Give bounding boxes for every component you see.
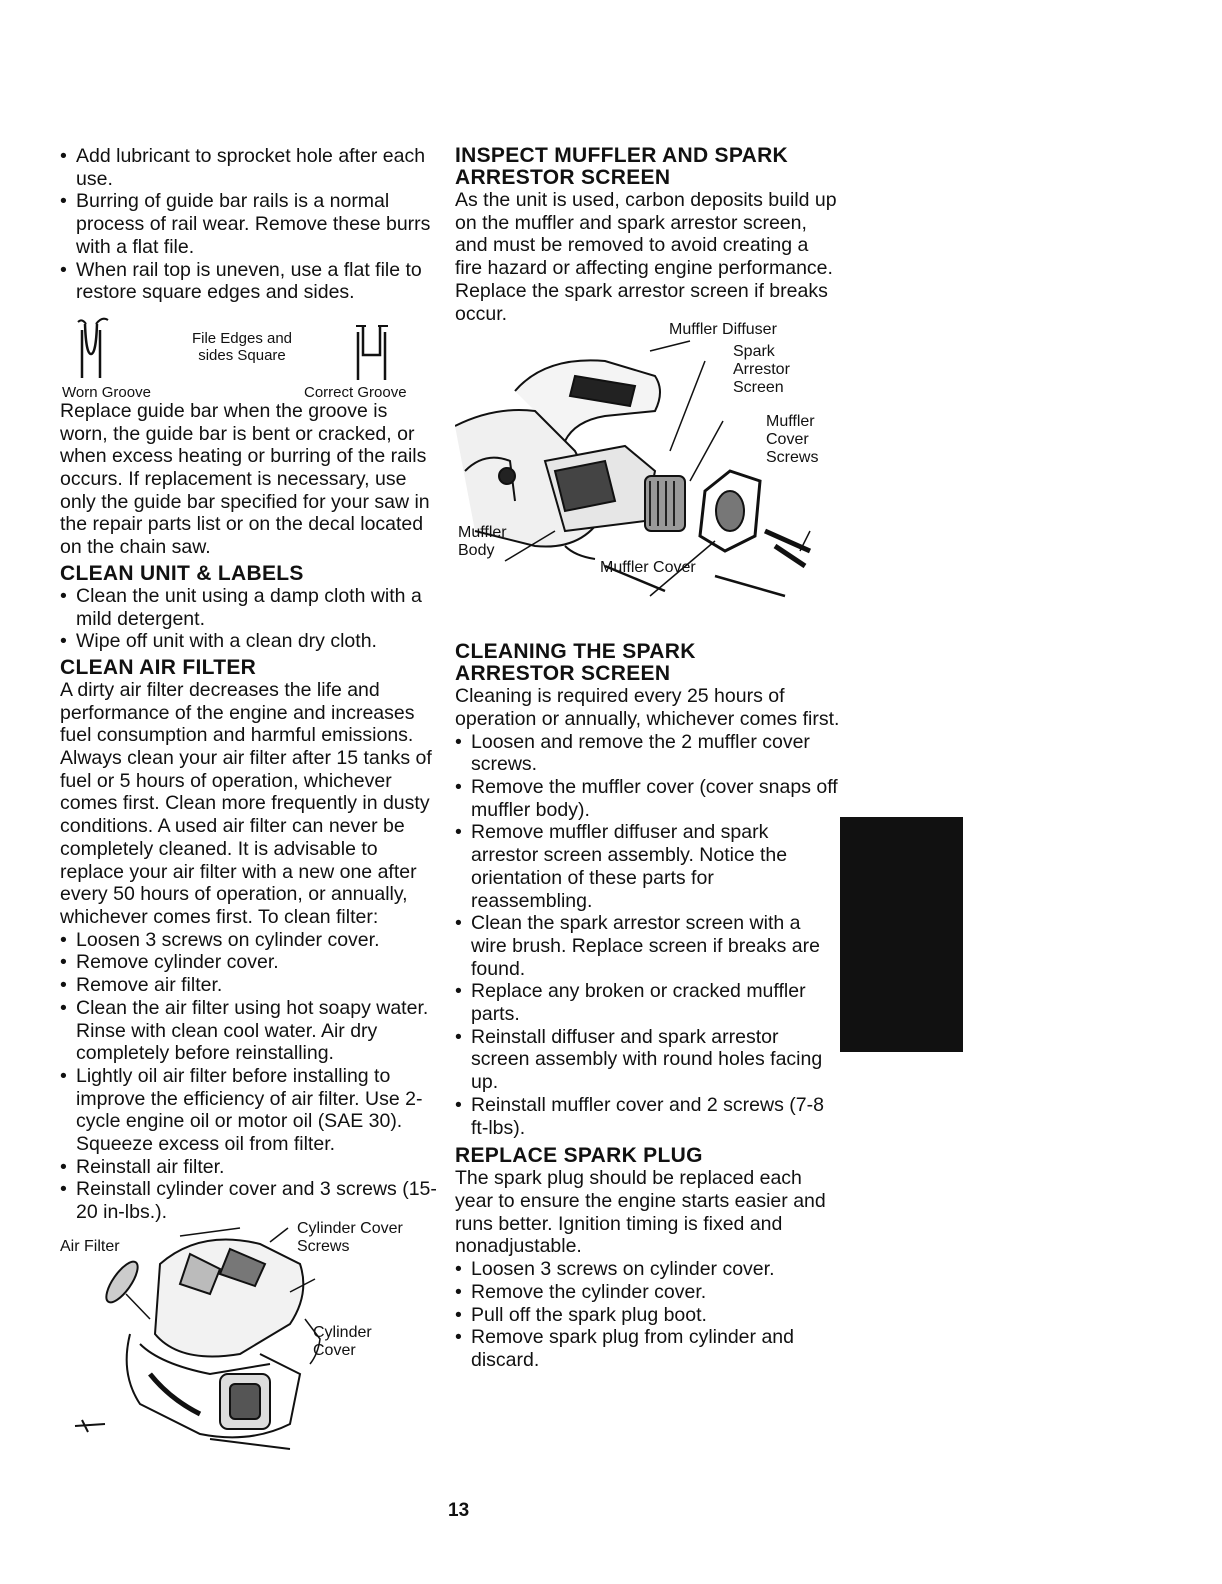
left-column: [60, 145, 438, 1459]
list-item: • Remove muffler diffuser and spark arrestor screen assembly. Notice the orientation of these parts for reassembling.: [455, 821, 840, 912]
list-item: • Remove the cylinder cover.: [455, 1281, 840, 1304]
list-item: • When rail top is uneven, use a flat file to restore square edges and sides.: [60, 259, 438, 304]
list-item: • Clean the spark arrestor screen with a wire brush. Replace screen if breaks are found.: [455, 912, 840, 980]
list-item: • Reinstall air filter.: [60, 1156, 438, 1179]
clean-unit-bullets: [60, 585, 438, 653]
spark-arrestor-label-3: Screen: [733, 379, 784, 397]
muffler-diagram: [455, 321, 840, 621]
list-item: • Remove air filter.: [60, 974, 438, 997]
groove-center-label-1: File Edges and: [191, 329, 293, 347]
section-tab-marker: [840, 817, 963, 1052]
page-number: 13: [448, 1500, 470, 1521]
list-item: • Add lubricant to sprocket hole after each use.: [60, 145, 438, 190]
list-item: • Pull off the spark plug boot.: [455, 1304, 840, 1327]
muffler-cover-label: Muffler Cover: [600, 559, 696, 577]
list-item: • Wipe off unit with a clean dry cloth.: [60, 630, 438, 653]
clean-unit-heading: CLEAN UNIT & LABELS: [60, 561, 304, 585]
inspect-muffler-heading-1: INSPECT MUFFLER AND SPARK: [455, 144, 788, 167]
list-item: • Remove cylinder cover.: [60, 951, 438, 974]
replace-spark-plug-heading: REPLACE SPARK PLUG: [455, 1144, 703, 1168]
cylinder-cover-label-1: Cylinder: [313, 1323, 372, 1341]
cylinder-cover-screws-label-1: Cylinder Cover: [297, 1219, 403, 1237]
spark-plug-paragraph: The spark plug should be replaced each year to ensure the engine starts easier and runs better. Ignition timing is fixed and nonadjustable.: [455, 1167, 826, 1258]
spark-arrestor-label-2: Arrestor: [733, 361, 790, 379]
replace-guide-bar-paragraph: Replace guide bar when the groove is worn, the guide bar is bent or cracked, or when excess heating or burring of the rails occurs. If replacement is necessary, use only the guide bar specified for your saw in the repair parts list or on the decal located on the chain saw.: [60, 399, 430, 559]
muffler-cover-screws-label-1: Muffler: [766, 413, 815, 431]
cleaning-paragraph: Cleaning is required every 25 hours of operation or annually, whichever comes first.: [455, 685, 840, 730]
groove-center-label-2: sides Square: [198, 346, 286, 364]
list-item: • Loosen 3 screws on cylinder cover.: [455, 1258, 840, 1281]
guide-bar-bullets: [60, 145, 438, 304]
muffler-diffuser-label: Muffler Diffuser: [669, 321, 777, 339]
groove-diagram: [60, 310, 438, 400]
chainsaw-cylinder-illustration: [60, 1224, 438, 1459]
cleaning-spark-heading-2: ARRESTOR SCREEN: [455, 662, 671, 686]
list-item: • Loosen 3 screws on cylinder cover.: [60, 929, 438, 952]
cleaning-spark-heading-1: CLEANING THE SPARK: [455, 640, 696, 664]
list-item: • Burring of guide bar rails is a normal process of rail wear. Remove these burrs with a flat file.: [60, 190, 438, 258]
spark-arrestor-label-1: Spark: [733, 343, 775, 361]
list-item: • Replace any broken or cracked muffler parts.: [455, 980, 840, 1025]
worn-groove-label: Worn Groove: [62, 383, 151, 401]
correct-groove-label: Correct Groove: [304, 383, 407, 401]
list-item: • Reinstall muffler cover and 2 screws (7-8 ft-lbs).: [455, 1094, 840, 1139]
cylinder-cover-label-2: Cover: [313, 1341, 356, 1359]
list-item: • Remove the muffler cover (cover snaps off muffler body).: [455, 776, 840, 821]
list-item: • Clean the unit using a damp cloth with a mild detergent.: [60, 585, 438, 630]
cylinder-cover-screws-label-2: Screws: [297, 1237, 350, 1255]
air-filter-diagram: [60, 1219, 438, 1459]
inspect-muffler-heading-2: ARRESTOR SCREEN: [455, 166, 671, 189]
spark-plug-bullets: [455, 1258, 840, 1372]
inspect-paragraph-1: As the unit is used, carbon deposits build up on the muffler and spark arrestor screen, and must be removed to avoid creating a fire hazard or affecting engine performance.: [455, 189, 837, 280]
air-filter-paragraph: A dirty air filter decreases the life and performance of the engine and increases fuel consumption and harmful emissions. Always clean your air filter after 15 tanks of fuel or 5 hours of operation, whichever comes first. Clean more frequently in dusty conditions. A used air filter can never be completely cleaned. It is advisable to replace your air filter with a new one after every 50 hours of operation, or annually, whichever comes first. To clean filter:: [60, 678, 432, 928]
list-item: • Loosen and remove the 2 muffler cover screws.: [455, 731, 840, 776]
muffler-body-label-2: Body: [458, 542, 495, 560]
list-item: • Clean the air filter using hot soapy water. Rinse with clean cool water. Air dry completely before reinstalling.: [60, 997, 438, 1065]
list-item: • Reinstall diffuser and spark arrestor screen assembly with round holes facing up.: [455, 1026, 840, 1094]
cleaning-bullets: [455, 731, 840, 1140]
air-filter-bullets: [60, 929, 438, 1224]
air-filter-label: Air Filter: [60, 1237, 120, 1255]
list-item: • Lightly oil air filter before installing to improve the efficiency of air filter. Use 2-cycle engine oil or motor oil (SAE 30). Squeeze excess oil from filter.: [60, 1065, 438, 1156]
muffler-body-label-1: Muffler: [458, 524, 507, 542]
list-item: • Remove spark plug from cylinder and discard.: [455, 1326, 840, 1371]
right-column: [455, 145, 840, 1372]
inspect-paragraph-2: Replace the spark arrestor screen if breaks occur.: [455, 279, 828, 325]
muffler-cover-screws-label-2: Cover: [766, 431, 809, 449]
muffler-cover-screws-label-3: Screws: [766, 449, 819, 467]
list-item: • Reinstall cylinder cover and 3 screws (15-20 in-lbs.).: [60, 1178, 438, 1223]
clean-air-filter-heading: CLEAN AIR FILTER: [60, 655, 257, 679]
